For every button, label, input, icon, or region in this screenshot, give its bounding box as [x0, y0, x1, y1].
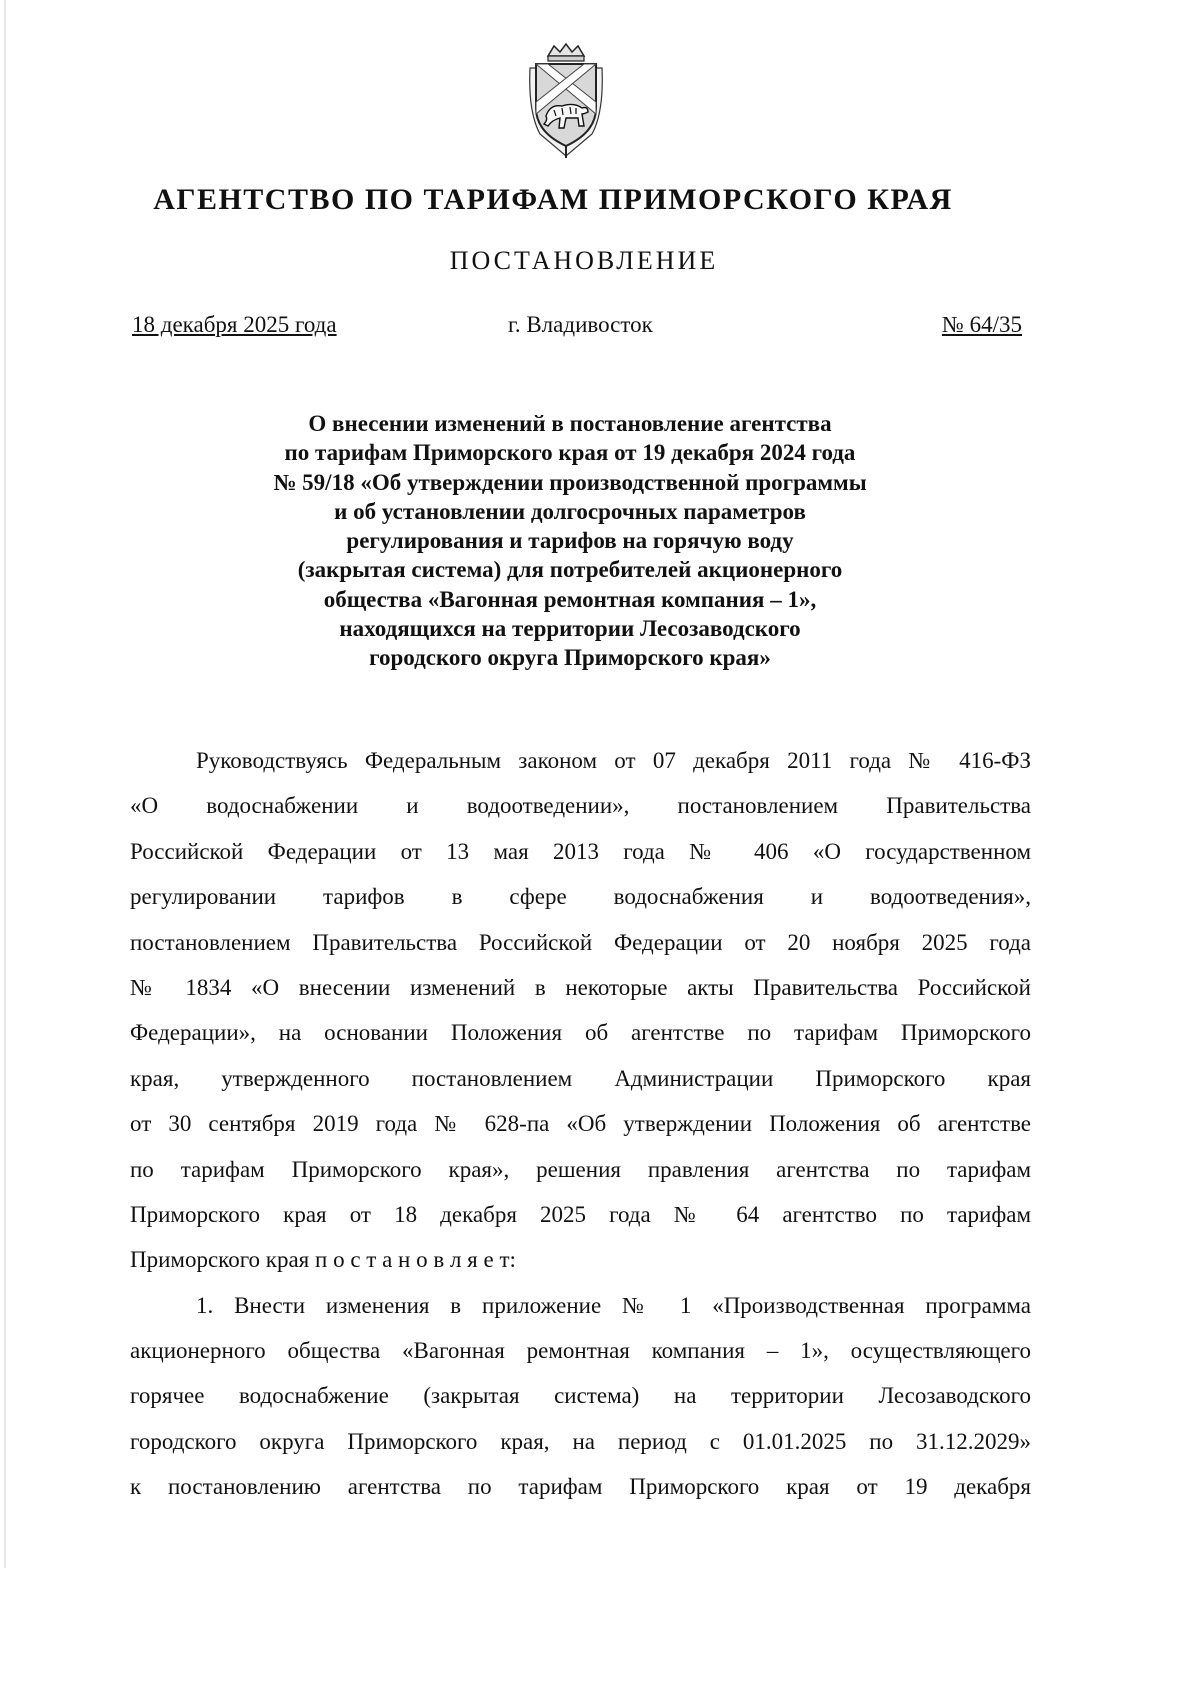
clause-1-paragraph: [130, 1283, 1031, 1510]
subject-line: № 59/18 «Об утверждении производственной программы: [273, 469, 867, 495]
document-type: ПОСТАНОВЛЕНИЕ: [449, 246, 719, 275]
subject-line: и об установлении долгосрочных параметров: [334, 498, 806, 524]
subject-line: О внесении изменений в постановление агентства: [308, 411, 832, 436]
body-line: от 30 сентября 2019 года № 628-па «Об утверждении Положения об агентстве: [130, 1111, 1031, 1137]
body-line: по тарифам Приморского края», решения правления агентства по тарифам: [130, 1156, 1031, 1182]
body-line: к постановлению агентства по тарифам Приморского края от 19 декабря: [130, 1474, 1031, 1500]
subject-line: регулирования и тарифов на горячую воду: [346, 528, 794, 554]
body-line: регулировании тарифов в сфере водоснабжения и водоотведения»,: [130, 884, 1031, 910]
body-line: 1. Внести изменения в приложение № 1 «Производственная программа: [196, 1292, 1031, 1318]
body-line: горячее водоснабжение (закрытая система) на территории Лесозаводского: [130, 1383, 1031, 1409]
document-date: 18 декабря 2025 года: [132, 312, 337, 337]
body-line: Приморского края п о с т а н о в л я е т:: [130, 1247, 516, 1273]
subject-line: находящихся на территории Лесозаводского: [339, 616, 801, 642]
scan-edge: [4, 0, 6, 1568]
subject-line: городского округа Приморского края»: [369, 645, 771, 671]
body-line: Российской Федерации от 13 мая 2013 года № 406 «О государственном: [130, 838, 1031, 864]
document-number: № 64/35: [941, 312, 1022, 337]
body-line: городского округа Приморского края, на период с 01.01.2025 по 31.12.2029»: [130, 1428, 1031, 1454]
body-line: Приморского края от 18 декабря 2025 года № 64 агентство по тарифам: [130, 1201, 1031, 1227]
subject-line: по тарифам Приморского края от 19 декабря 2024 года: [284, 440, 856, 466]
document-subject: [190, 409, 950, 673]
body-line: края, утвержденного постановлением Администрации Приморского края: [130, 1065, 1031, 1091]
coat-of-arms-icon: [526, 42, 606, 160]
subject-line: общества «Вагонная ремонтная компания – 1»,: [323, 586, 817, 612]
body-line: № 1834 «О внесении изменений в некоторые акты Правительства Российской: [130, 974, 1031, 1000]
subject-line: (закрытая система) для потребителей акционерного: [297, 557, 843, 583]
body-line: постановлением Правительства Российской Федерации от 20 ноября 2025 года: [130, 929, 1031, 955]
document-body: [130, 738, 1031, 1510]
body-line: Руководствуясь Федеральным законом от 07 декабря 2011 года № 416-ФЗ: [196, 748, 1031, 773]
body-line: акционерного общества «Вагонная ремонтная компания – 1», осуществляющего: [130, 1338, 1031, 1364]
body-line: «О водоснабжении и водоотведении», постановлением Правительства: [130, 793, 1031, 819]
agency-title: АГЕНТСТВО ПО ТАРИФАМ ПРИМОРСКОГО КРАЯ: [153, 183, 953, 216]
body-line: Федерации», на основании Положения об агентстве по тарифам Приморского: [130, 1020, 1031, 1046]
document-city: г. Владивосток: [508, 312, 653, 337]
preamble-paragraph: [130, 738, 1031, 1283]
